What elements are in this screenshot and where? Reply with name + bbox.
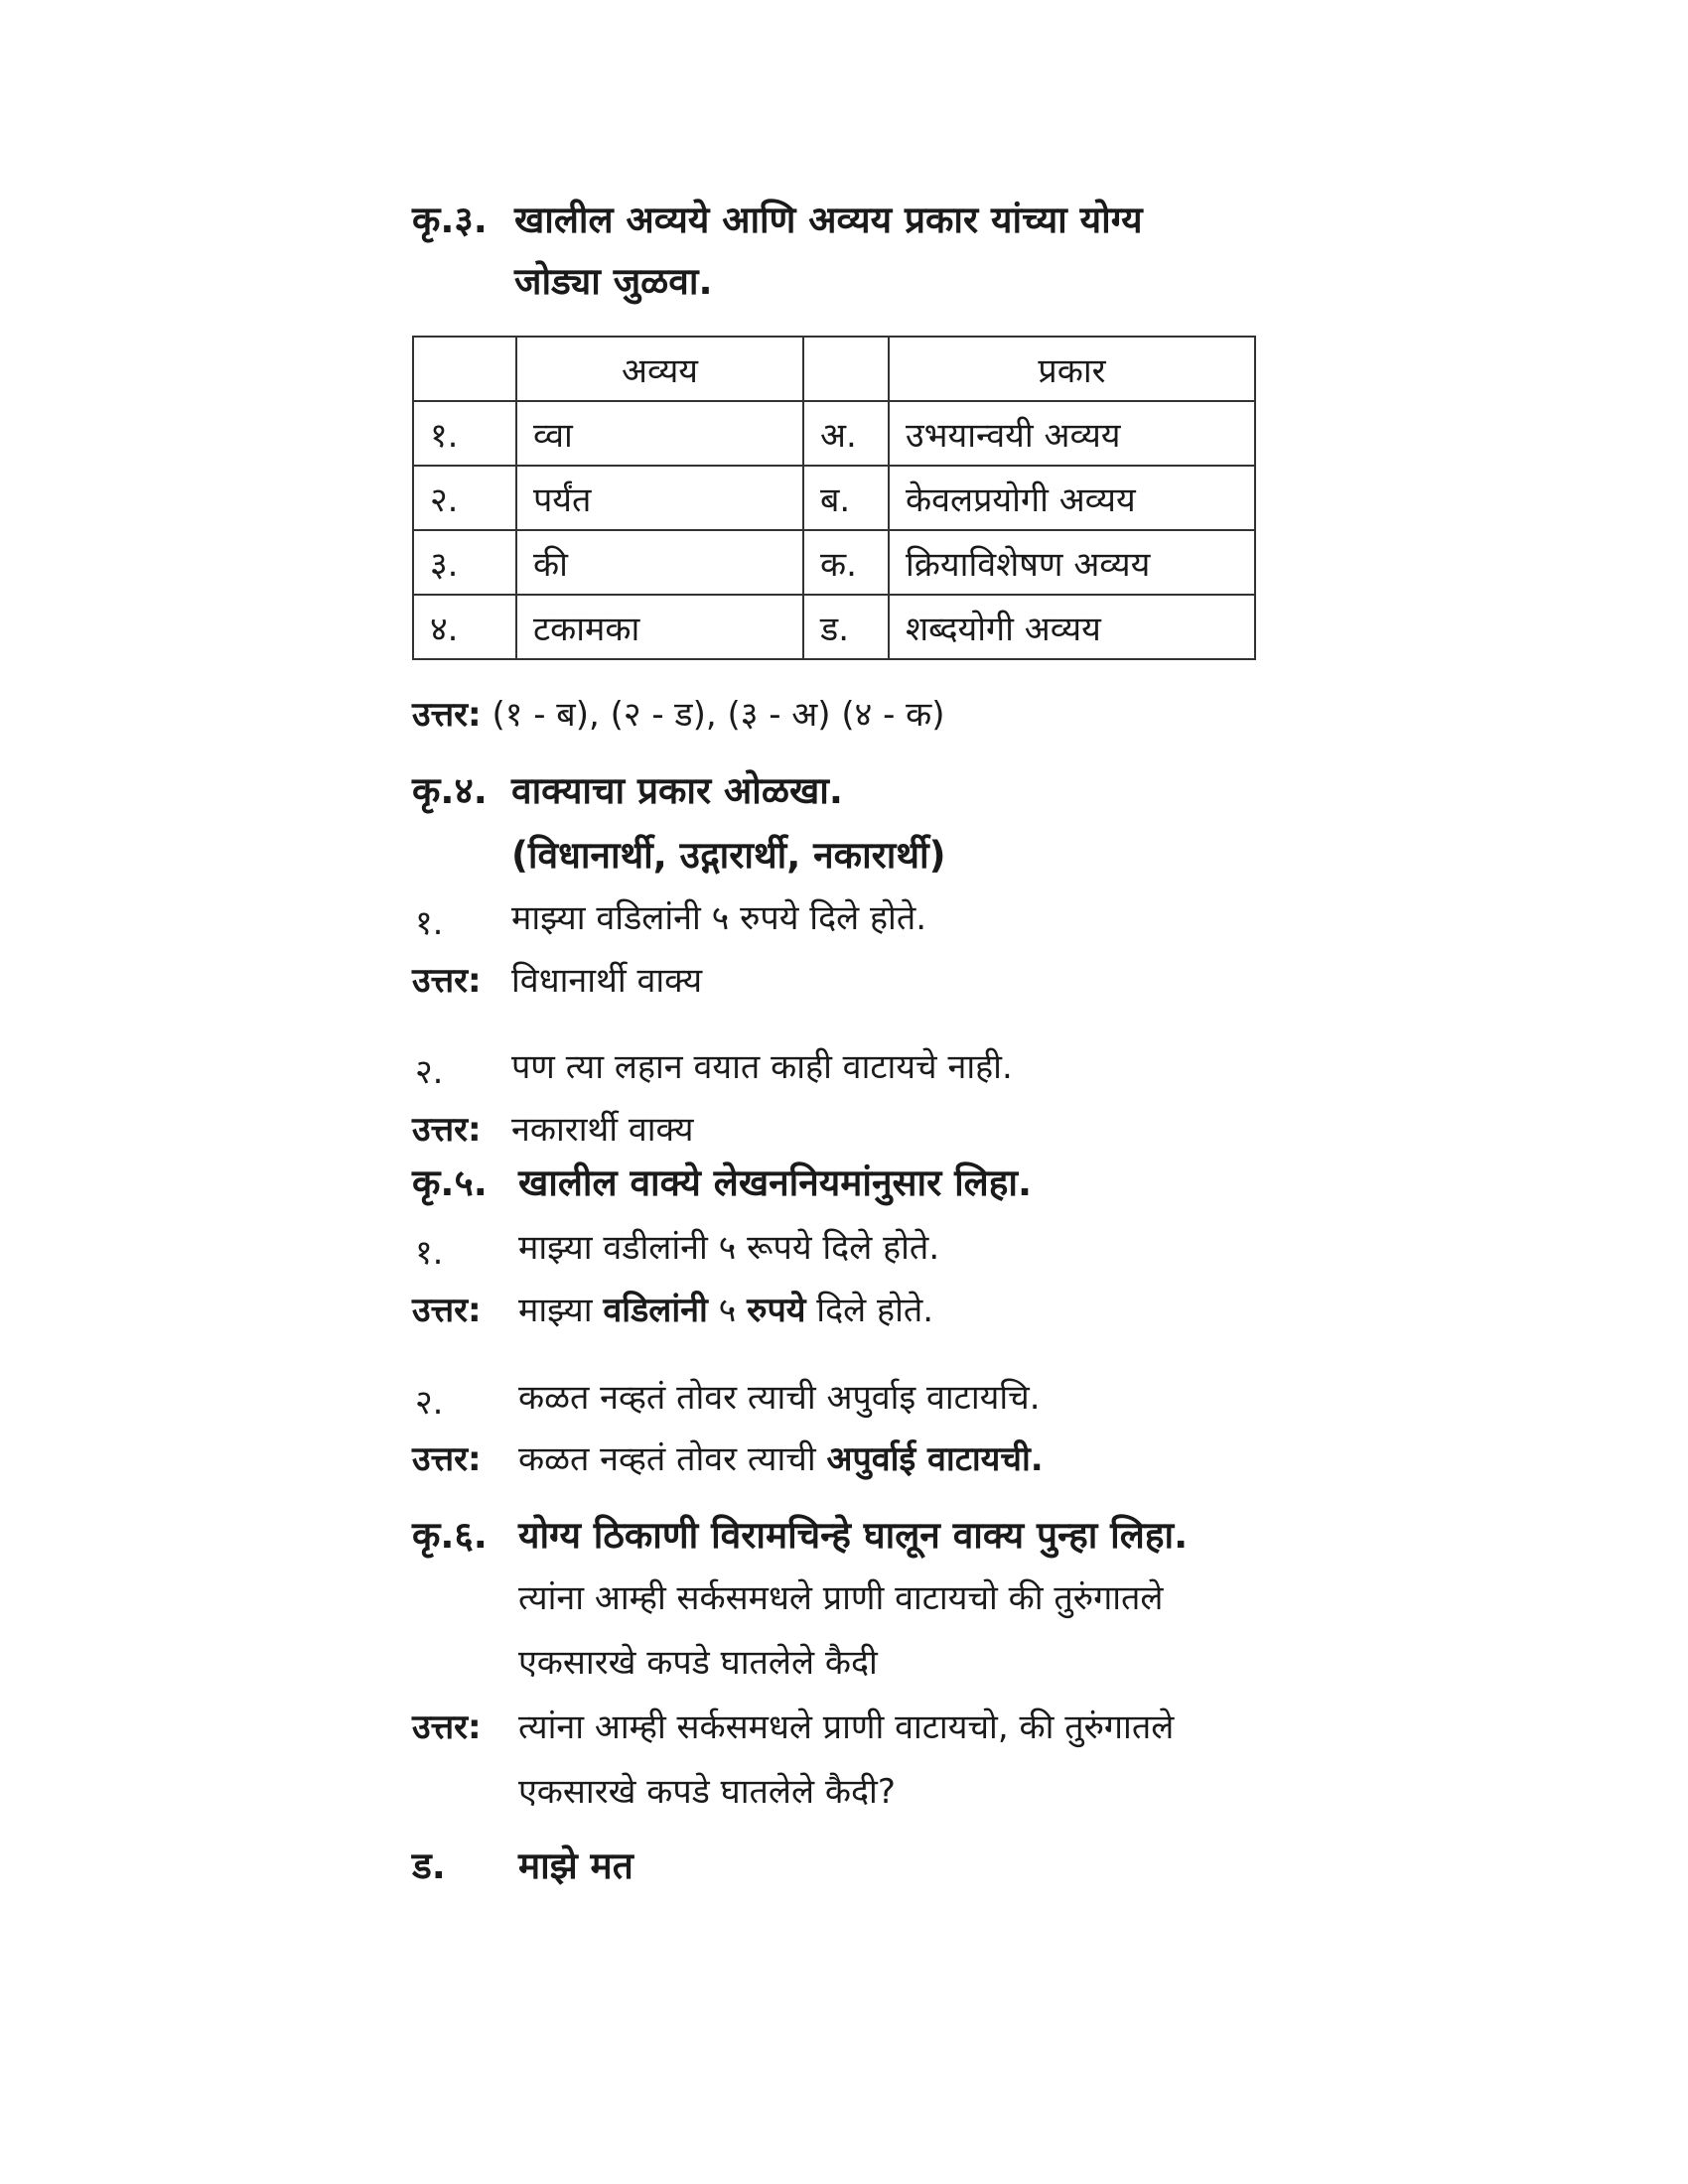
answer-corrected-word: रुपये — [747, 1291, 806, 1330]
table-cell: २. — [413, 466, 516, 530]
q4-options: (विधानार्थी, उद्गारार्थी, नकारार्थी) — [511, 834, 946, 877]
q5-item-2-answer — [518, 1439, 1044, 1480]
table-cell: व्वा — [516, 401, 803, 466]
q5-item-1-answer — [518, 1291, 933, 1331]
q4-item-2-sentence: पण त्या लहान वयात काही वाटायचे नाही. — [511, 1047, 1013, 1087]
q3-title-line1: खालील अव्यये आणि अव्यय प्रकार यांच्या योग्य — [514, 199, 1143, 241]
q5-item-2-sentence: कळत नव्हतं तोवर त्याची अपुर्वाइ वाटायचि. — [518, 1378, 1041, 1418]
answer-label: उत्तर: — [412, 695, 482, 735]
q6-sentence-line2: एकसारखे कपडे घातलेले कैदी — [518, 1643, 878, 1683]
section-d-title: माझे मत — [518, 1844, 633, 1887]
q4-item-1-num: १. — [415, 903, 444, 943]
answer-label: उत्तर: — [412, 1110, 482, 1150]
answer-part: ५ — [707, 1291, 748, 1330]
q4-item-1-sentence: माझ्या वडिलांनी ५ रुपये दिले होते. — [511, 898, 927, 938]
table-cell: ४. — [413, 595, 516, 659]
answer-corrected-word: वडिलांनी — [603, 1291, 708, 1330]
q4-item-2-answer: नकारार्थी वाक्य — [511, 1110, 694, 1150]
q4-item-1-answer: विधानार्थी वाक्य — [511, 961, 703, 1001]
table-row — [413, 401, 1255, 466]
table-header-row — [413, 337, 1255, 401]
matching-table — [412, 336, 1256, 660]
table-header-cell — [803, 337, 889, 401]
table-cell: ड. — [803, 595, 889, 659]
answer-part: कळत नव्हतं तोवर त्याची — [518, 1439, 827, 1479]
q4-item-2-num: २. — [415, 1052, 444, 1092]
table-header-cell — [413, 337, 516, 401]
answer-part: दिले होते. — [805, 1291, 934, 1330]
table-cell: उभयान्वयी अव्यय — [889, 401, 1255, 466]
table-cell: की — [516, 530, 803, 595]
q5-label: कृ.५. — [412, 1161, 488, 1204]
table-cell: ३. — [413, 530, 516, 595]
table-cell: क्रियाविशेषण अव्यय — [889, 530, 1255, 595]
table-header-cell: प्रकार — [889, 337, 1255, 401]
table-cell: टकामका — [516, 595, 803, 659]
q6-answer-line2: एकसारखे कपडे घातलेले कैदी? — [518, 1772, 896, 1812]
q6-sentence-line1: त्यांना आम्ही सर्कसमधले प्राणी वाटायचो की तुरुंगातले — [518, 1578, 1164, 1618]
q5-item-2-num: २. — [415, 1383, 444, 1423]
table-row — [413, 466, 1255, 530]
q5-item-1-sentence: माझ्या वडीलांनी ५ रूपये दिले होते. — [518, 1228, 940, 1268]
answer-part: माझ्या — [518, 1291, 604, 1330]
q3-title-line2: जोड्या जुळवा. — [514, 260, 713, 303]
table-row — [413, 530, 1255, 595]
q3-answer: (१ - ब), (२ - ड), (३ - अ) (४ - क) — [492, 695, 945, 735]
table-cell: केवलप्रयोगी अव्यय — [889, 466, 1255, 530]
table-header-cell: अव्यय — [516, 337, 803, 401]
q5-title: खालील वाक्ये लेखननियमांनुसार लिहा. — [518, 1161, 1033, 1204]
answer-label: उत्तर: — [412, 1707, 482, 1747]
q4-title: वाक्याचा प्रकार ओळखा. — [511, 769, 843, 812]
table-cell: पर्यंत — [516, 466, 803, 530]
q6-answer-line1: त्यांना आम्ही सर्कसमधले प्राणी वाटायचो, की तुरुंगातले — [518, 1707, 1175, 1747]
section-d-label: ड. — [412, 1844, 446, 1887]
table-row — [413, 595, 1255, 659]
table-cell: १. — [413, 401, 516, 466]
q3-answer-line — [412, 695, 945, 736]
q3-label: कृ.३. — [412, 199, 488, 241]
answer-label: उत्तर: — [412, 961, 482, 1001]
q6-label: कृ.६. — [412, 1514, 488, 1557]
table-cell: अ. — [803, 401, 889, 466]
answer-corrected-word: अपुर्वाई वाटायची. — [826, 1439, 1044, 1479]
answer-label: उत्तर: — [412, 1291, 482, 1330]
answer-label: उत्तर: — [412, 1439, 482, 1479]
table-cell: क. — [803, 530, 889, 595]
q4-label: कृ.४. — [412, 769, 488, 812]
table-cell: शब्दयोगी अव्यय — [889, 595, 1255, 659]
q6-title: योग्य ठिकाणी विरामचिन्हे घालून वाक्य पुन्हा लिहा. — [518, 1514, 1189, 1557]
q5-item-1-num: १. — [415, 1233, 444, 1273]
table-cell: ब. — [803, 466, 889, 530]
